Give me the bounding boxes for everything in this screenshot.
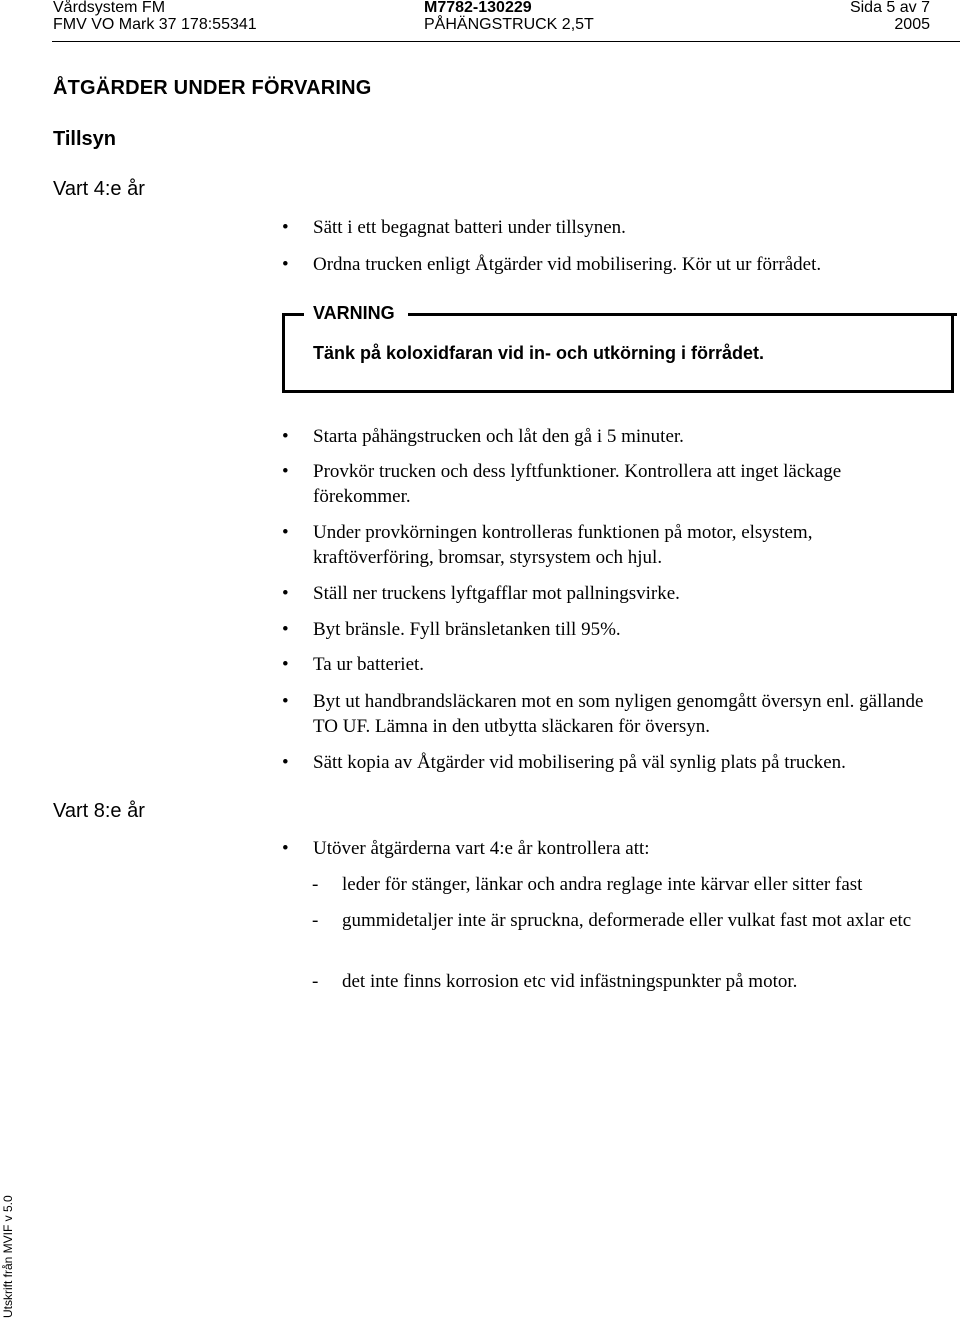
list-item	[282, 581, 932, 606]
dash-marker: -	[312, 910, 319, 931]
header-doc-number: M7782-130229	[424, 0, 532, 16]
header-document-ref: FMV VO Mark 37 178:55341	[53, 16, 257, 33]
header-year: 2005	[894, 16, 930, 33]
list-item-text: Utöver åtgärderna vart 4:e år kontrollera att:	[313, 838, 650, 859]
list-item-text: Byt ut handbrandsläckaren mot en som nyligen genomgått översyn enl. gällande TO UF. Lämna in den utbytta släckaren för översyn.	[313, 691, 924, 737]
list-item-text: Provkör trucken och dess lyftfunktioner. Kontrollera att inget läckage förekommer.	[313, 461, 842, 507]
sub-list-item-text: det inte finns korrosion etc vid infästningspunkter på motor.	[342, 971, 798, 992]
list-item	[282, 520, 932, 570]
interval-label-8-years: Vart 8:e år	[53, 800, 145, 822]
list-item	[282, 750, 932, 775]
list-item	[282, 215, 932, 240]
list-item	[282, 459, 932, 509]
list-item-text: Sätt i ett begagnat batteri under tillsynen.	[313, 217, 626, 238]
sub-list-item-text: leder för stänger, länkar och andra reglage inte kärvar eller sitter fast	[342, 874, 863, 895]
header-equipment-name: PÅHÄNGSTRUCK 2,5T	[424, 16, 594, 33]
dash-marker: -	[312, 874, 319, 895]
list-item	[282, 424, 932, 449]
sub-list-item	[312, 969, 932, 994]
list-item-text: Ta ur batteriet.	[313, 654, 425, 675]
bullet-icon: •	[282, 654, 289, 675]
bullet-icon: •	[282, 752, 289, 773]
list-item	[282, 252, 932, 277]
list-item	[282, 836, 932, 861]
list-item-text: Ordna trucken enligt Åtgärder vid mobilisering. Kör ut ur förrådet.	[313, 254, 822, 275]
page-title: ÅTGÄRDER UNDER FÖRVARING	[53, 77, 372, 99]
list-item-text: Under provkörningen kontrolleras funktionen på motor, elsystem, kraftöverföring, bromsar, styrsystem och hjul.	[313, 522, 813, 568]
list-item	[282, 689, 932, 739]
sub-list-item-text: gummidetaljer inte är spruckna, deformerade eller vulkat fast mot axlar etc	[342, 910, 912, 931]
header-page-number: Sida 5 av 7	[849, 0, 930, 16]
interval-label-4-years: Vart 4:e år	[53, 178, 145, 200]
dash-marker: -	[312, 971, 319, 992]
bullet-icon: •	[282, 583, 289, 604]
bullet-icon: •	[282, 217, 289, 238]
header-divider	[52, 41, 960, 42]
bullet-icon: •	[282, 426, 289, 447]
list-item-text: Byt bränsle. Fyll bränsletanken till 95%.	[313, 619, 621, 640]
list-item-text: Sätt kopia av Åtgärder vid mobilisering på väl synlig plats på trucken.	[313, 752, 846, 773]
sub-list-item	[312, 908, 932, 933]
bullet-icon: •	[282, 461, 289, 482]
bullet-icon: •	[282, 522, 289, 543]
section-heading: Tillsyn	[53, 128, 116, 150]
bullet-icon: •	[282, 691, 289, 712]
bullet-icon: •	[282, 838, 289, 859]
warning-box-top-border-left	[282, 313, 304, 316]
warning-text: Tänk på koloxidfaran vid in- och utkörning i förrådet.	[313, 343, 765, 363]
list-item	[282, 617, 932, 642]
header-system-name: Vårdsystem FM	[53, 0, 166, 16]
list-item-text: Starta påhängstrucken och låt den gå i 5 minuter.	[313, 426, 684, 447]
sub-list-item	[312, 872, 932, 897]
warning-title: VARNING	[313, 303, 395, 323]
list-item-text: Ställ ner truckens lyftgafflar mot pallningsvirke.	[313, 583, 680, 604]
bullet-icon: •	[282, 254, 289, 275]
bullet-icon: •	[282, 619, 289, 640]
print-footer: Utskrift från MVIF v 5.0	[1, 1195, 15, 1318]
list-item	[282, 652, 932, 677]
warning-box-top-border-right	[408, 313, 957, 316]
